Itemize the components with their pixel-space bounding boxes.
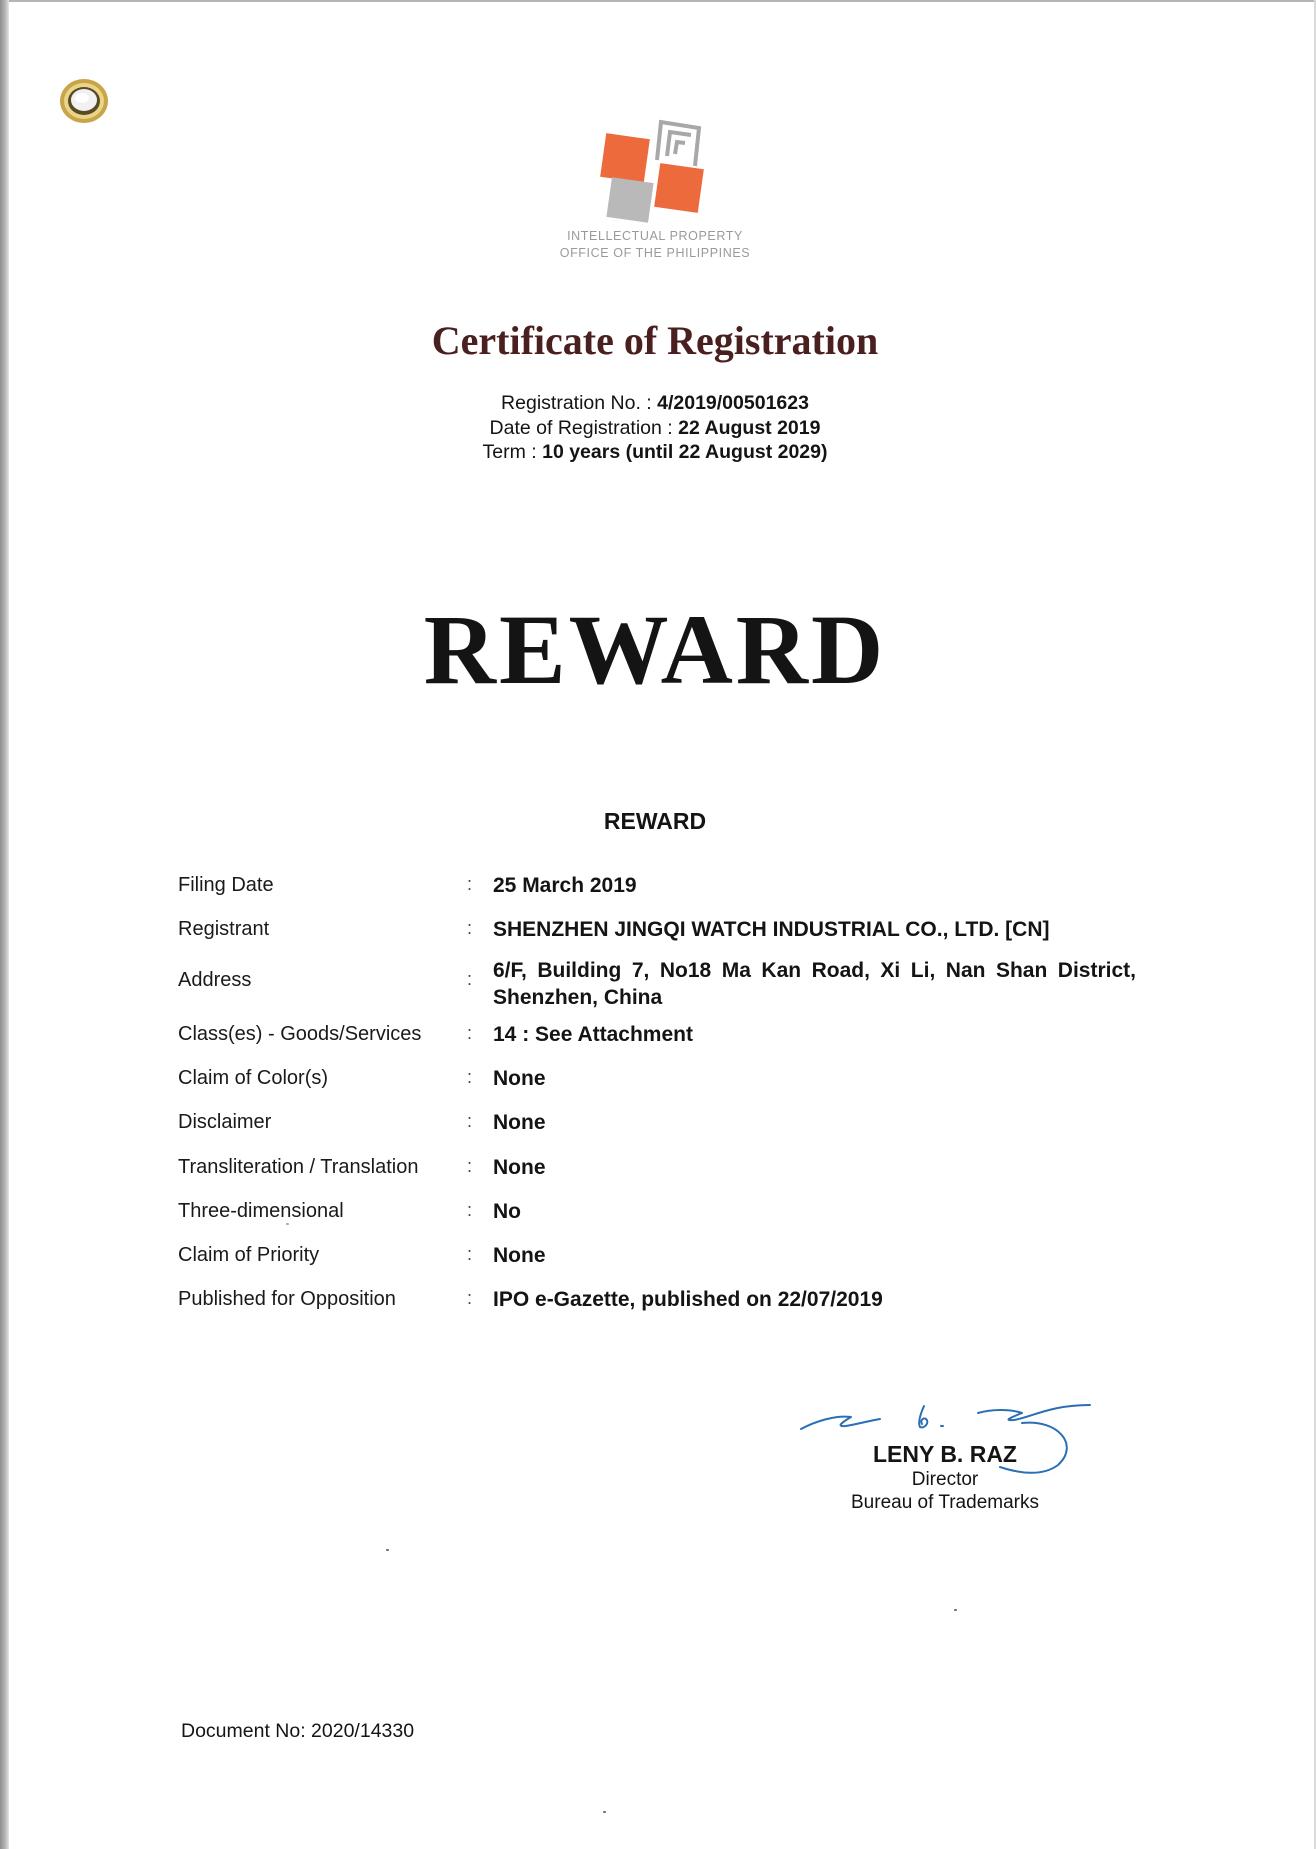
detail-separator: : — [467, 874, 473, 894]
office-caption-line2: OFFICE OF THE PHILIPPINES — [559, 246, 751, 260]
registration-term-label: Term : — [482, 441, 543, 463]
detail-label: Disclaimer — [178, 1111, 272, 1133]
registration-term: 10 years (until 22 August 2029) — [542, 441, 828, 463]
certificate-title: Certificate of Registration — [431, 318, 879, 363]
detail-value: None — [493, 1156, 546, 1179]
registration-date-line — [0, 416, 1310, 441]
office-caption — [500, 228, 810, 262]
office-caption-line1: INTELLECTUAL PROPERTY — [567, 229, 743, 243]
scan-edge-left — [0, 0, 9, 1849]
detail-separator: : — [467, 1244, 473, 1264]
document-number: Document No: 2020/14330 — [181, 1720, 415, 1742]
detail-label: Claim of Color(s) — [178, 1067, 329, 1089]
signatory-block — [780, 1440, 1110, 1514]
detail-label: Three-dimensional — [178, 1200, 344, 1222]
detail-separator: : — [467, 1111, 473, 1131]
detail-value: 6/F, Building 7, No18 Ma Kan Road, Xi Li, Nan Shan District, Shenzhen, China — [493, 959, 1136, 1009]
detail-label: Claim of Priority — [178, 1244, 320, 1266]
registration-info — [0, 391, 1310, 465]
detail-label: Address — [178, 969, 252, 991]
detail-separator: : — [467, 1067, 473, 1087]
detail-value: 25 March 2019 — [493, 874, 637, 897]
grommet-icon — [58, 77, 110, 125]
signatory-bureau: Bureau of Trademarks — [851, 1492, 1039, 1513]
registration-date-label: Date of Registration : — [489, 416, 679, 439]
trademark-image: REWARD — [423, 594, 887, 705]
detail-separator: : — [467, 1023, 473, 1043]
registration-date: 22 August 2019 — [678, 416, 821, 439]
registration-term-line — [0, 440, 1310, 465]
detail-value: None — [493, 1067, 546, 1090]
detail-separator: : — [467, 1288, 473, 1308]
scan-speck — [954, 1609, 957, 1611]
signatory-title: Director — [911, 1469, 979, 1490]
detail-value: SHENZHEN JINGQI WATCH INDUSTRIAL CO., LTD. [CN] — [493, 918, 1050, 941]
detail-value: None — [493, 1111, 546, 1134]
scan-speck — [286, 1223, 289, 1225]
detail-value: None — [493, 1244, 546, 1267]
detail-separator: : — [467, 1156, 473, 1176]
detail-value: No — [493, 1200, 521, 1223]
scan-speck — [603, 1811, 606, 1813]
registration-number-label: Registration No. : — [501, 392, 658, 414]
detail-label: Filing Date — [178, 874, 274, 896]
registration-number: 4/2019/00501623 — [657, 392, 809, 414]
detail-separator: : — [467, 1200, 473, 1220]
scan-edge-top — [0, 0, 1316, 2]
signatory-name: LENY B. RAZ — [873, 1441, 1017, 1467]
detail-label: Transliteration / Translation — [178, 1156, 419, 1178]
detail-label: Published for Opposition — [178, 1288, 396, 1310]
detail-value: 14 : See Attachment — [493, 1023, 693, 1046]
detail-separator: : — [467, 969, 473, 989]
scan-speck — [386, 1549, 389, 1551]
ipophil-logo-icon — [595, 116, 715, 228]
detail-separator: : — [467, 918, 473, 938]
detail-label: Registrant — [178, 918, 270, 940]
registration-number-line — [0, 391, 1310, 416]
trademark-word-mark: REWARD — [603, 808, 707, 834]
detail-value: IPO e-Gazette, published on 22/07/2019 — [493, 1288, 883, 1311]
detail-label: Class(es) - Goods/Services — [178, 1023, 422, 1045]
